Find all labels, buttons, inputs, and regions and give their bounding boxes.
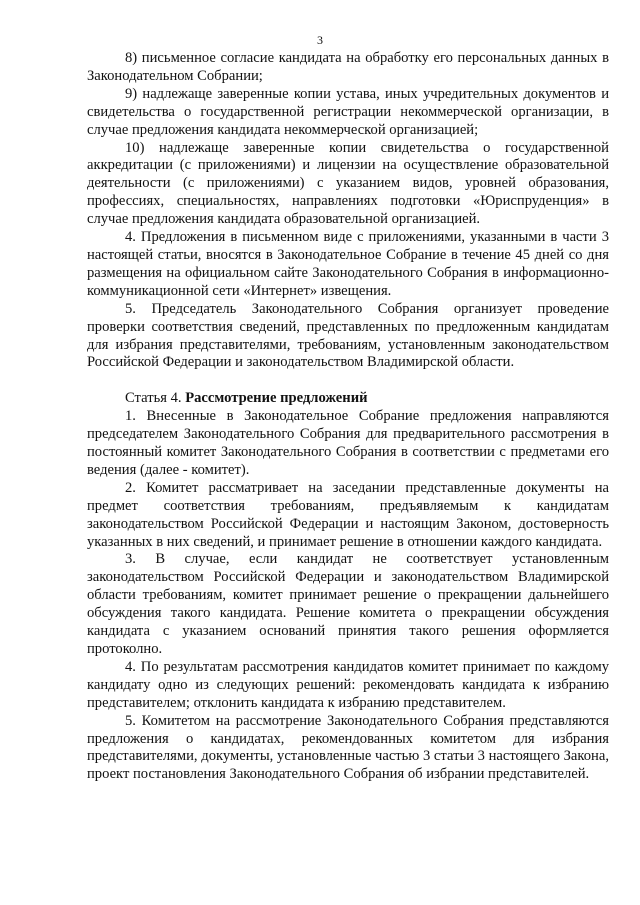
article-heading: [87, 390, 609, 408]
paragraph: 9) надлежаще заверенные копии устава, иных учредительных документов и свидетельства о государственной регистрации некоммерческой организации, в случае предложения кандидата некоммерческой организацией;: [87, 85, 609, 138]
article-number: Статья 4.: [125, 390, 182, 407]
paragraph: 3. В случае, если кандидат не соответствует установленным законодательством Российской Федерации и законодательством Владимирской области требованиям, комитет принимает решение о прекращении дальнейшего обсуждения такого кандидата. Решение комитета о прекращении обсуждения кандидата с указанием оснований принятия такого решения оформляется протоколно.: [87, 551, 609, 657]
page-number: 3: [317, 33, 323, 47]
paragraph: 4. Предложения в письменном виде с приложениями, указанными в части 3 настоящей статьи, вносятся в Законодательное Собрание в течение 45 дней со дня размещения на официальном сайте Законодательного Собрания в информационно-коммуникационной сети «Интернет» извещения.: [87, 229, 609, 299]
paragraph: 4. По результатам рассмотрения кандидатов комитет принимает по каждому кандидату одно из следующих решений: рекомендовать кандидата к избранию представителем; отклонить кандидата к избранию представителем.: [87, 658, 609, 711]
paragraph: 2. Комитет рассматривает на заседании представленные документы на предмет соответствия требованиям, предъявляемым к кандидатам законодательством Российской Федерации и настоящим Законом, достоверность указанных в них сведений, и принимает решение в отношении каждого кандидата.: [87, 479, 609, 550]
article-title: Рассмотрение предложений: [185, 390, 368, 407]
document-body: [87, 50, 609, 784]
paragraph: 1. Внесенные в Законодательное Собрание предложения направляются председателем Законодательного Собрания для предварительного рассмотрения в постоянный комитет Законодательного Собрания в соответствии с предметами его ведения (далее - комитет).: [87, 408, 609, 478]
paragraph: 8) письменное согласие кандидата на обработку его персональных данных в Законодательном Собрании;: [87, 50, 609, 84]
paragraph: 5. Председатель Законодательного Собрания организует проведение проверки соответствия сведений, представленных по предложенным кандидатам для избрания представителями, требованиям, установленным законодательством Российской Федерации и законодательством Владимирской области.: [87, 300, 609, 371]
paragraph: 10) надлежаще заверенные копии свидетельства о государственной аккредитации (с приложениями) и лицензии на осуществление образовательной деятельности (с приложениями) с указанием видов, уровней образования, профессиях, специальностях, направлениях подготовки «Юриспруденция» в случае предложения кандидата образовательной организацией.: [87, 139, 609, 228]
paragraph: 5. Комитетом на рассмотрение Законодательного Собрания представляются предложения о кандидатах, рекомендованных комитетом для избрания представителями, документы, установленные частью 3 статьи 3 настоящего Закона, проект постановления Законодательного Собрания об избрании представителей.: [87, 712, 609, 783]
